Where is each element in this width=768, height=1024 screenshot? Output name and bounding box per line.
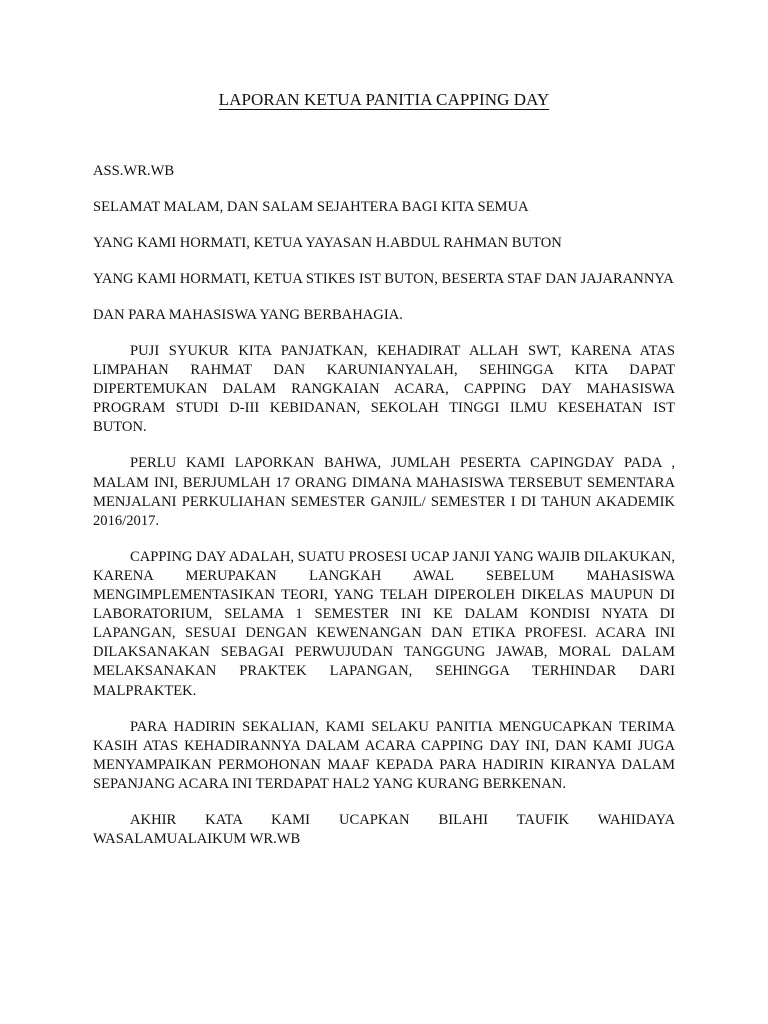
greeting-salutation: ASS.WR.WB [93, 163, 175, 179]
paragraph-capping-day: CAPPING DAY ADALAH, SUATU PROSESI UCAP JANJI YANG WAJIB DILAKUKAN, KARENA MERUPAKAN LANGKAH AWAL SEBELUM MAHASISWA MENGIMPLEMENTASIKAN TEORI, YANG TELAH DIPEROLEH DIKELAS MAUPUN DI LABORATORIUM, SELAMA 1 SEMESTER INI KE DALAM KONDISI NYATA DI LAPANGAN, SESUAI DENGAN KEWENANGAN DAN ETIKA PROFESI. ACARA INI DILAKSANAKAN SEBAGAI PERWUJUDAN TANGGUNG JAWAB, MORAL DALAM MELAKSANAKAN PRAKTEK LAPANGAN, SEHINGGA TERHINDAR DARI MALPRAKTEK. [93, 548, 675, 699]
greeting-students: DAN PARA MAHASISWA YANG BERBAHAGIA. [93, 307, 403, 323]
greeting-foundation-chair: YANG KAMI HORMATI, KETUA YAYASAN H.ABDUL RAHMAN BUTON [93, 235, 562, 251]
paragraph-thanks: PARA HADIRIN SEKALIAN, KAMI SELAKU PANITIA MENGUCAPKAN TERIMA KASIH ATAS KEHADIRANNYA DALAM ACARA CAPPING DAY INI, DAN KAMI JUGA MENYAMPAIKAN PERMOHONAN MAAF KEPADA PARA HADIRIN KIRANYA DALAM SEPANJANG ACARA INI TERDAPAT HAL2 YANG KURANG BERKENAN. [93, 718, 675, 792]
document-title [93, 90, 675, 110]
paragraph-closing: AKHIR KATA KAMI UCAPKAN BILAHI TAUFIK WAHIDAYA WASALAMUALAIKUM WR.WB [93, 811, 675, 848]
paragraph-gratitude: PUJI SYUKUR KITA PANJATKAN, KEHADIRAT ALLAH SWT, KARENA ATAS LIMPAHAN RAHMAT DAN KARUNIANYALAH, SEHINGGA KITA DAPAT DIPERTEMUKAN DALAM RANGKAIAN ACARA, CAPPING DAY MAHASISWA PROGRAM STUDI D-III KEBIDANAN, SEKOLAH TINGGI ILMU KESEHATAN IST BUTON. [93, 343, 675, 436]
paragraph-participants: PERLU KAMI LAPORKAN BAHWA, JUMLAH PESERTA CAPINGDAY PADA , MALAM INI, BERJUMLAH 17 ORANG DIMANA MAHASISWA TERSEBUT SEMENTARA MENJALANI PERKULIAHAN SEMESTER GANJIL/ SEMESTER I DI TAHUN AKADEMIK 2016/2017. [93, 455, 675, 529]
document-title-text: LAPORAN KETUA PANITIA CAPPING DAY [218, 90, 550, 109]
greeting-stikes-chair: YANG KAMI HORMATI, KETUA STIKES IST BUTON, BESERTA STAF DAN JAJARANNYA [93, 271, 674, 287]
greeting-evening: SELAMAT MALAM, DAN SALAM SEJAHTERA BAGI KITA SEMUA [93, 199, 529, 215]
document-body [93, 162, 675, 866]
